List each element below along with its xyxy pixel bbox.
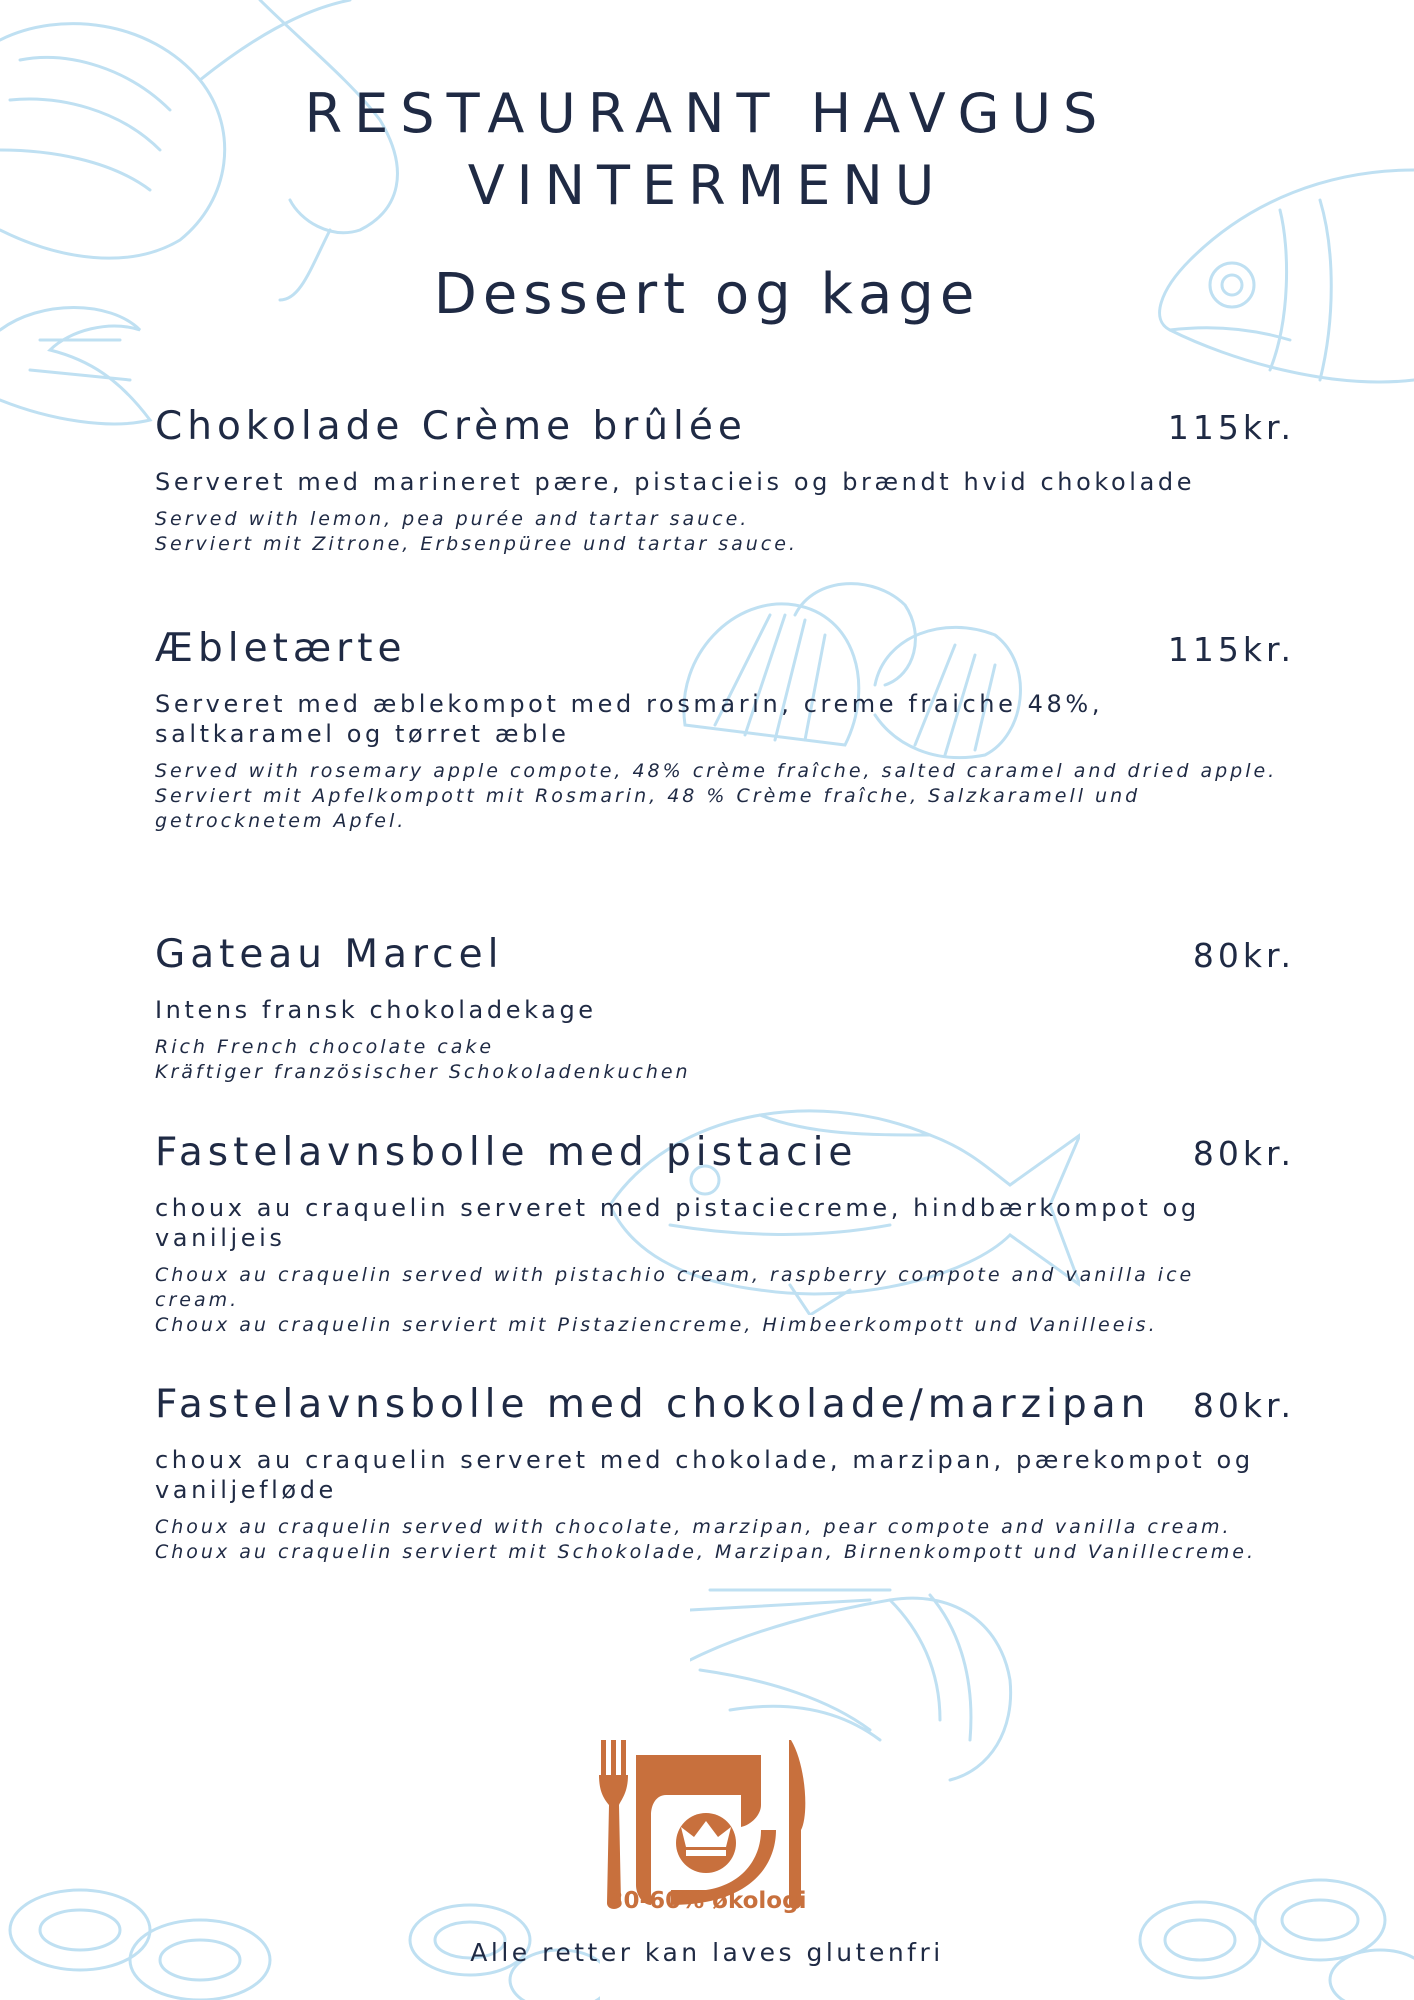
item-translation-en: Rich French chocolate cake (155, 1036, 495, 1058)
item-price: 115kr. (1167, 408, 1295, 447)
gluten-free-note: Alle retter kan laves glutenfri (470, 1938, 944, 1967)
oysters-right-illustration (1130, 1850, 1414, 2000)
menu-header (0, 78, 1414, 222)
item-description: choux au craquelin serveret med pistaciecreme, hindbærkompot og vaniljeis (155, 1194, 1200, 1252)
item-price: 80kr. (1192, 936, 1295, 975)
item-description: choux au craquelin serveret med chokolade, marzipan, pærekompot og vaniljefløde (155, 1446, 1254, 1504)
menu-item (155, 1382, 1295, 1565)
menu-item (155, 1130, 1295, 1338)
item-translation-en: Choux au craquelin served with pistachio cream, raspberry compote and vanilla ice cream. (155, 1264, 1195, 1311)
menu-title: VINTERMENU (467, 154, 947, 217)
restaurant-name: RESTAURANT HAVGUS (304, 82, 1110, 145)
section-title: Dessert og kage (433, 262, 981, 327)
item-name: Chokolade Crème brûlée (155, 404, 747, 449)
item-translation-de: Choux au craquelin serviert mit Pistaziencreme, Himbeerkompott und Vanilleeis. (155, 1314, 1158, 1336)
item-price: 115kr. (1167, 630, 1295, 669)
menu-item (155, 932, 1295, 1085)
item-translation-de: Serviert mit Zitrone, Erbsenpüree und tartar sauce. (155, 533, 798, 555)
item-description: Serveret med æblekompot med rosmarin, creme fraiche 48%, saltkaramel og tørret æble (155, 690, 1104, 748)
item-translation-en: Choux au craquelin served with chocolate, marzipan, pear compote and vanilla cream. (155, 1516, 1232, 1538)
menu-item (155, 626, 1295, 834)
item-price: 80kr. (1192, 1134, 1295, 1173)
item-translation-de: Choux au craquelin serviert mit Schokolade, Marzipan, Birnenkompott und Vanillecreme. (155, 1541, 1257, 1563)
menu-item (155, 404, 1295, 557)
item-description: Serveret med marineret pære, pistacieis og brændt hvid chokolade (155, 468, 1196, 496)
organic-badge-label: 30-60% økologi (607, 1888, 807, 1914)
item-name: Fastelavnsbolle med pistacie (155, 1130, 858, 1175)
item-translation-en: Served with rosemary apple compote, 48% crème fraîche, salted caramel and dried apple. (155, 760, 1278, 782)
item-translation-de: Kräftiger französischer Schokoladenkuchen (155, 1061, 691, 1083)
item-name: Gateau Marcel (155, 932, 504, 977)
item-name: Æbletærte (155, 626, 407, 671)
item-name: Fastelavnsbolle med chokolade/marzipan (155, 1382, 1151, 1427)
item-translation-de: Serviert mit Apfelkompott mit Rosmarin, 48 % Crème fraîche, Salzkaramell und getrocknetem Apfel. (155, 785, 1141, 832)
item-price: 80kr. (1192, 1386, 1295, 1425)
item-translation-en: Served with lemon, pea purée and tartar sauce. (155, 508, 750, 530)
item-description: Intens fransk chokoladekage (155, 996, 597, 1024)
oysters-left-illustration (0, 1850, 600, 2000)
